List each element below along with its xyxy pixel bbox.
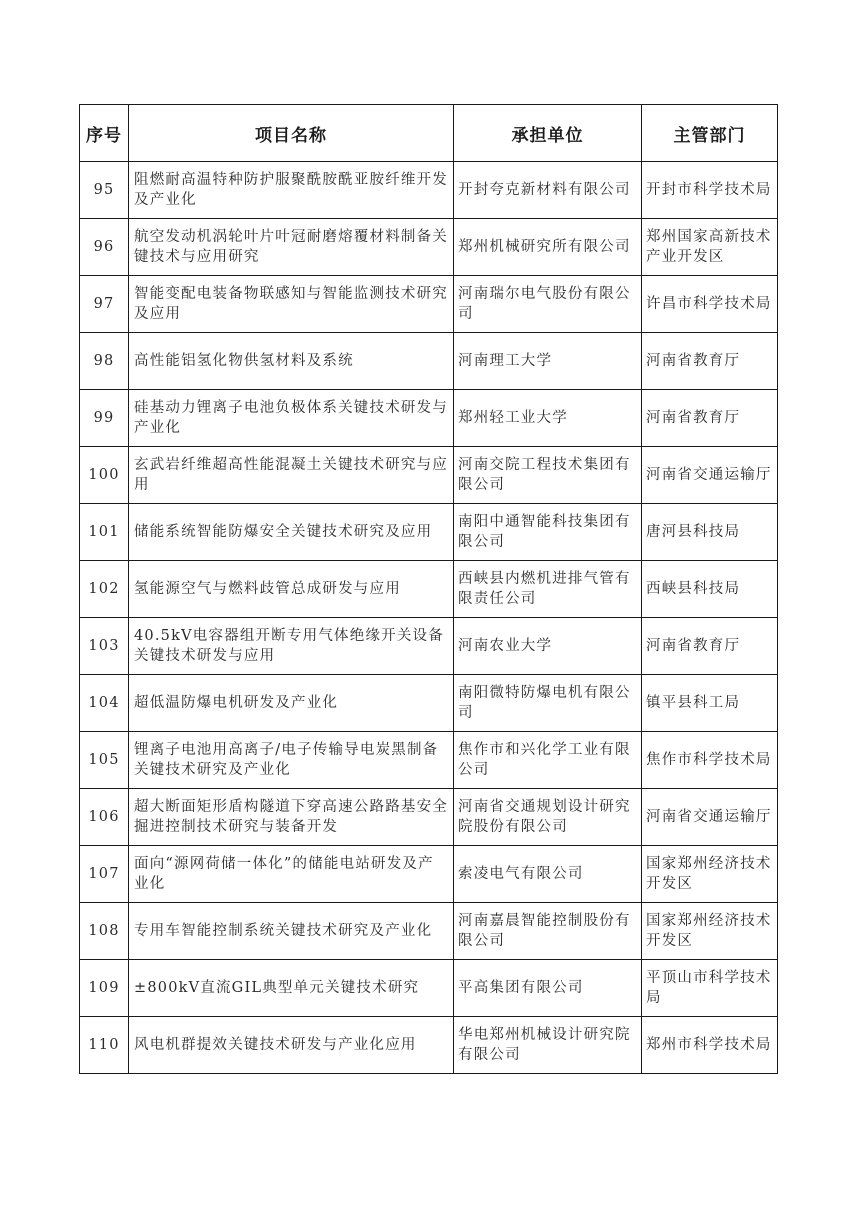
row-competent-department: 河南省交通运输厅 [642, 789, 778, 846]
header-undertaking-unit: 承担单位 [454, 105, 642, 162]
row-serial-number: 95 [80, 162, 129, 219]
row-undertaking-unit: 河南瑞尔电气股份有限公司 [454, 276, 642, 333]
row-serial-number: 107 [80, 846, 129, 903]
row-serial-number: 96 [80, 219, 129, 276]
row-competent-department: 许昌市科学技术局 [642, 276, 778, 333]
row-serial-number: 109 [80, 960, 129, 1017]
row-competent-department: 平顶山市科学技术局 [642, 960, 778, 1017]
header-project-name: 项目名称 [129, 105, 454, 162]
row-competent-department: 国家郑州经济技术开发区 [642, 846, 778, 903]
row-project-name: 航空发动机涡轮叶片叶冠耐磨熔覆材料制备关键技术与应用研究 [129, 219, 454, 276]
row-serial-number: 110 [80, 1017, 129, 1074]
table-row [80, 732, 778, 789]
row-undertaking-unit: 南阳中通智能科技集团有限公司 [454, 504, 642, 561]
table-row [80, 504, 778, 561]
row-undertaking-unit: 郑州机械研究所有限公司 [454, 219, 642, 276]
row-serial-number: 106 [80, 789, 129, 846]
table-row [80, 276, 778, 333]
table-header-row [80, 105, 778, 162]
table-row [80, 1017, 778, 1074]
row-serial-number: 105 [80, 732, 129, 789]
row-undertaking-unit: 南阳微特防爆电机有限公司 [454, 675, 642, 732]
row-project-name: 超低温防爆电机研发及产业化 [129, 675, 454, 732]
row-project-name: 锂离子电池用高离子/电子传输导电炭黑制备关键技术研究及产业化 [129, 732, 454, 789]
row-undertaking-unit: 西峡县内燃机进排气管有限责任公司 [454, 561, 642, 618]
row-project-name: 智能变配电装备物联感知与智能监测技术研究及应用 [129, 276, 454, 333]
row-serial-number: 98 [80, 333, 129, 390]
row-project-name: ±800kV直流GIL典型单元关键技术研究 [129, 960, 454, 1017]
row-serial-number: 101 [80, 504, 129, 561]
row-competent-department: 郑州国家高新技术产业开发区 [642, 219, 778, 276]
table-row [80, 846, 778, 903]
row-serial-number: 103 [80, 618, 129, 675]
table-row [80, 333, 778, 390]
row-undertaking-unit: 河南理工大学 [454, 333, 642, 390]
table-row [80, 390, 778, 447]
row-competent-department: 郑州市科学技术局 [642, 1017, 778, 1074]
table-row [80, 903, 778, 960]
row-competent-department: 国家郑州经济技术开发区 [642, 903, 778, 960]
row-undertaking-unit: 开封夸克新材料有限公司 [454, 162, 642, 219]
project-table [79, 104, 778, 1074]
row-serial-number: 100 [80, 447, 129, 504]
row-undertaking-unit: 华电郑州机械设计研究院有限公司 [454, 1017, 642, 1074]
row-project-name: 玄武岩纤维超高性能混凝土关键技术研究与应用 [129, 447, 454, 504]
table-row [80, 561, 778, 618]
row-project-name: 高性能铝氢化物供氢材料及系统 [129, 333, 454, 390]
row-undertaking-unit: 索凌电气有限公司 [454, 846, 642, 903]
row-project-name: 储能系统智能防爆安全关键技术研究及应用 [129, 504, 454, 561]
table-row [80, 219, 778, 276]
row-undertaking-unit: 郑州轻工业大学 [454, 390, 642, 447]
row-serial-number: 104 [80, 675, 129, 732]
table-body [80, 162, 778, 1074]
row-undertaking-unit: 河南嘉晨智能控制股份有限公司 [454, 903, 642, 960]
table-row [80, 618, 778, 675]
header-competent-department: 主管部门 [642, 105, 778, 162]
row-undertaking-unit: 焦作市和兴化学工业有限公司 [454, 732, 642, 789]
header-serial-number: 序号 [80, 105, 129, 162]
row-project-name: 阻燃耐高温特种防护服聚酰胺酰亚胺纤维开发及产业化 [129, 162, 454, 219]
table-row [80, 960, 778, 1017]
row-serial-number: 108 [80, 903, 129, 960]
row-competent-department: 焦作市科学技术局 [642, 732, 778, 789]
row-undertaking-unit: 河南省交通规划设计研究院股份有限公司 [454, 789, 642, 846]
row-project-name: 风电机群提效关键技术研发与产业化应用 [129, 1017, 454, 1074]
row-undertaking-unit: 河南交院工程技术集团有限公司 [454, 447, 642, 504]
row-undertaking-unit: 平高集团有限公司 [454, 960, 642, 1017]
row-project-name: 硅基动力锂离子电池负极体系关键技术研发与产业化 [129, 390, 454, 447]
row-project-name: 面向“源网荷储一体化”的储能电站研发及产业化 [129, 846, 454, 903]
table-row [80, 675, 778, 732]
row-serial-number: 102 [80, 561, 129, 618]
row-project-name: 专用车智能控制系统关键技术研究及产业化 [129, 903, 454, 960]
row-competent-department: 河南省教育厅 [642, 618, 778, 675]
row-competent-department: 河南省交通运输厅 [642, 447, 778, 504]
row-competent-department: 唐河县科技局 [642, 504, 778, 561]
row-competent-department: 镇平县科工局 [642, 675, 778, 732]
row-undertaking-unit: 河南农业大学 [454, 618, 642, 675]
row-project-name: 超大断面矩形盾构隧道下穿高速公路路基安全掘进控制技术研究与装备开发 [129, 789, 454, 846]
table-row [80, 447, 778, 504]
row-competent-department: 河南省教育厅 [642, 390, 778, 447]
row-competent-department: 开封市科学技术局 [642, 162, 778, 219]
table-row [80, 162, 778, 219]
row-competent-department: 河南省教育厅 [642, 333, 778, 390]
row-serial-number: 99 [80, 390, 129, 447]
row-project-name: 40.5kV电容器组开断专用气体绝缘开关设备关键技术研发与应用 [129, 618, 454, 675]
table-row [80, 789, 778, 846]
row-project-name: 氢能源空气与燃料歧管总成研发与应用 [129, 561, 454, 618]
row-serial-number: 97 [80, 276, 129, 333]
row-competent-department: 西峡县科技局 [642, 561, 778, 618]
